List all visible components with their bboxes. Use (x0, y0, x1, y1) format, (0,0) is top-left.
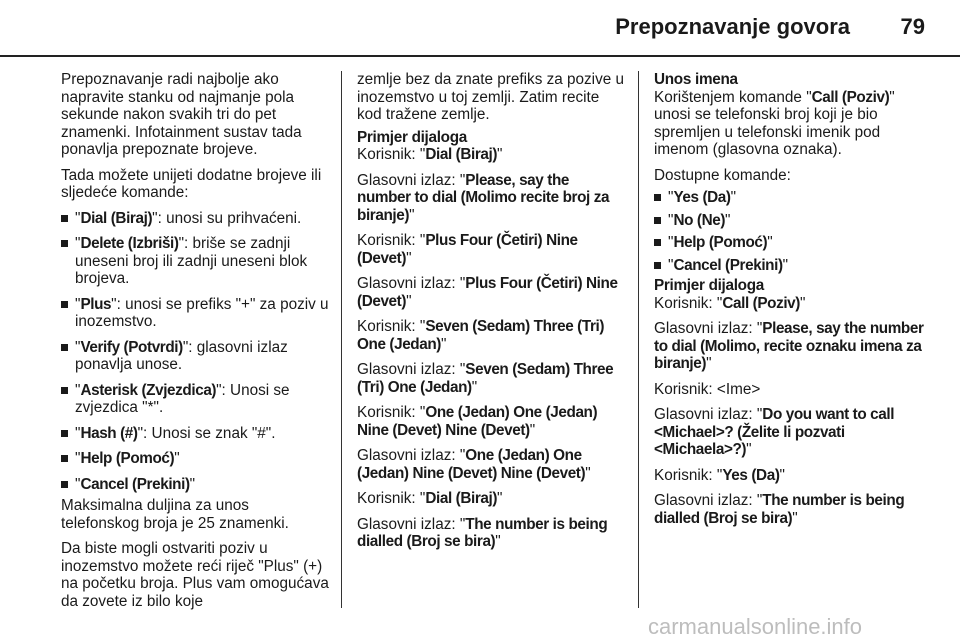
paragraph: Korištenjem komande "Call (Poziv)" unosi se telefonski broj koji je bio spremljen u telefonski imenik pod imenom (glasovna oznaka). (654, 88, 895, 158)
dialog-line: Glasovni izlaz: "Please, say the number to dial (Molimo recite broj za biranje)" (357, 171, 610, 224)
paragraph: Maksimalna duljina za unos telefonskog broja je 25 znamenki. (61, 497, 289, 532)
command-name: Help (Pomoć) (673, 234, 768, 251)
bullet-icon (61, 481, 68, 488)
column-divider (638, 71, 639, 608)
command-name: Call (Poziv) (811, 88, 890, 106)
paragraph: zemlje bez da znate prefiks za pozive u inozemstvo u toj zemlji. Zatim recite kod tražene zemlje. (357, 71, 624, 123)
list-item: "Dial (Biraj)": unosi su prihvaćeni. (61, 210, 331, 228)
command-name: No (Ne) (673, 211, 726, 229)
command-name: Help (Pomoć) (80, 450, 175, 467)
command-name: Cancel (Prekini) (80, 475, 190, 493)
section-heading: Unos imena (654, 71, 738, 88)
dialog-line: Glasovni izlaz: "Do you want to call <Michael>? (Želite li pozvati <Michaela>?)" (654, 406, 895, 458)
list-item: "No (Ne)" (654, 212, 924, 230)
command-list (61, 210, 331, 494)
section-heading: Primjer dijaloga (654, 277, 764, 294)
dialog-line: Glasovni izlaz: "The number is being dialled (Broj se bira)" (654, 492, 905, 527)
command-name: Dial (Biraj) (80, 209, 153, 227)
column-3 (654, 71, 924, 535)
command-name: Asterisk (Zvjezdica) (80, 381, 217, 399)
dialog-line: Korisnik: "Dial (Biraj)" (357, 490, 503, 507)
watermark: carmanualsonline.info (648, 614, 863, 639)
command-name: Cancel (Prekini) (673, 256, 783, 274)
header-rule (0, 55, 960, 57)
list-item: "Asterisk (Zvjezdica)": Unosi se zvjezdica "*". (61, 382, 331, 417)
command-name: Yes (Da) (673, 189, 731, 206)
bullet-icon (654, 194, 661, 201)
dialog-line: Glasovni izlaz: "The number is being dialled (Broj se bira)" (357, 515, 608, 550)
dialog-line: Korisnik: "Plus Four (Četiri) Nine (Devet)" (357, 232, 578, 267)
paragraph: Tada možete unijeti dodatne brojeve ili sljedeće komande: (61, 166, 322, 201)
page-number: 79 (900, 14, 925, 39)
bullet-icon (61, 301, 68, 308)
list-item: "Hash (#)": Unosi se znak "#". (61, 425, 331, 443)
dialog-line: Korisnik: <Ime> (654, 380, 761, 398)
dialog-line: Korisnik: "Seven (Sedam) Three (Tri) One (Jedan)" (357, 318, 605, 353)
bullet-icon (61, 344, 68, 351)
list-item: "Help (Pomoć)" (61, 450, 331, 468)
bullet-icon (654, 217, 661, 224)
dialog-line: Korisnik: "Dial (Biraj)" (357, 146, 503, 163)
bullet-icon (61, 215, 68, 222)
list-item: "Cancel (Prekini)" (654, 257, 924, 275)
bullet-icon (654, 262, 661, 269)
column-2 (357, 71, 625, 559)
section-heading: Primjer dijaloga (357, 128, 467, 146)
command-name: Hash (#) (80, 424, 138, 442)
dialog-line: Glasovni izlaz: "Plus Four (Četiri) Nine (Devet)" (357, 275, 618, 310)
bullet-icon (61, 430, 68, 437)
list-item: "Help (Pomoć)" (654, 234, 924, 252)
paragraph: Da biste mogli ostvariti poziv u inozemstvo možete reći riječ "Plus" (+) na početku broja. Plus vam omogućava da zovete iz bilo koje (61, 540, 329, 610)
command-name: Plus (80, 295, 112, 313)
list-item: "Cancel (Prekini)" (61, 476, 331, 494)
dialog-line: Korisnik: "Yes (Da)" (654, 466, 785, 484)
bullet-icon (61, 387, 68, 394)
list-item: "Delete (Izbriši)": briše se zadnji uneseni broj ili zadnji uneseni blok brojeva. (61, 235, 331, 288)
dialog-line: Glasovni izlaz: "Please, say the number to dial (Molimo, recite oznaku imena za biranje)" (654, 320, 924, 372)
column-1 (61, 71, 331, 618)
list-item: "Yes (Da)" (654, 189, 924, 207)
paragraph: Dostupne komande: (654, 166, 791, 184)
dialog-line: Glasovni izlaz: "Seven (Sedam) Three (Tri) One (Jedan)" (357, 361, 614, 396)
bullet-icon (61, 455, 68, 462)
dialog-line: Korisnik: "One (Jedan) One (Jedan) Nine (Devet) Nine (Devet)" (357, 404, 598, 439)
dialog-line: Glasovni izlaz: "One (Jedan) One (Jedan) Nine (Devet) Nine (Devet)" (357, 447, 591, 482)
paragraph: Prepoznavanje radi najbolje ako napravite stanku od najmanje pola sekunde nakon svakih tri do pet znamenki. Infotainment sustav tada ponavlja prepoznate brojeve. (61, 71, 302, 158)
list-item: "Verify (Potvrdi)": glasovni izlaz ponavlja unose. (61, 339, 331, 374)
bullet-icon (654, 239, 661, 246)
dialog-line: Korisnik: "Call (Poziv)" (654, 294, 806, 312)
list-item: "Plus": unosi se prefiks "+" za poziv u inozemstvo. (61, 296, 331, 331)
page-header-title: Prepoznavanje govora (615, 14, 850, 39)
column-divider (341, 71, 342, 608)
bullet-icon (61, 240, 68, 247)
command-list (654, 189, 924, 274)
command-name: Verify (Potvrdi) (80, 338, 183, 356)
command-name: Delete (Izbriši) (80, 235, 179, 252)
